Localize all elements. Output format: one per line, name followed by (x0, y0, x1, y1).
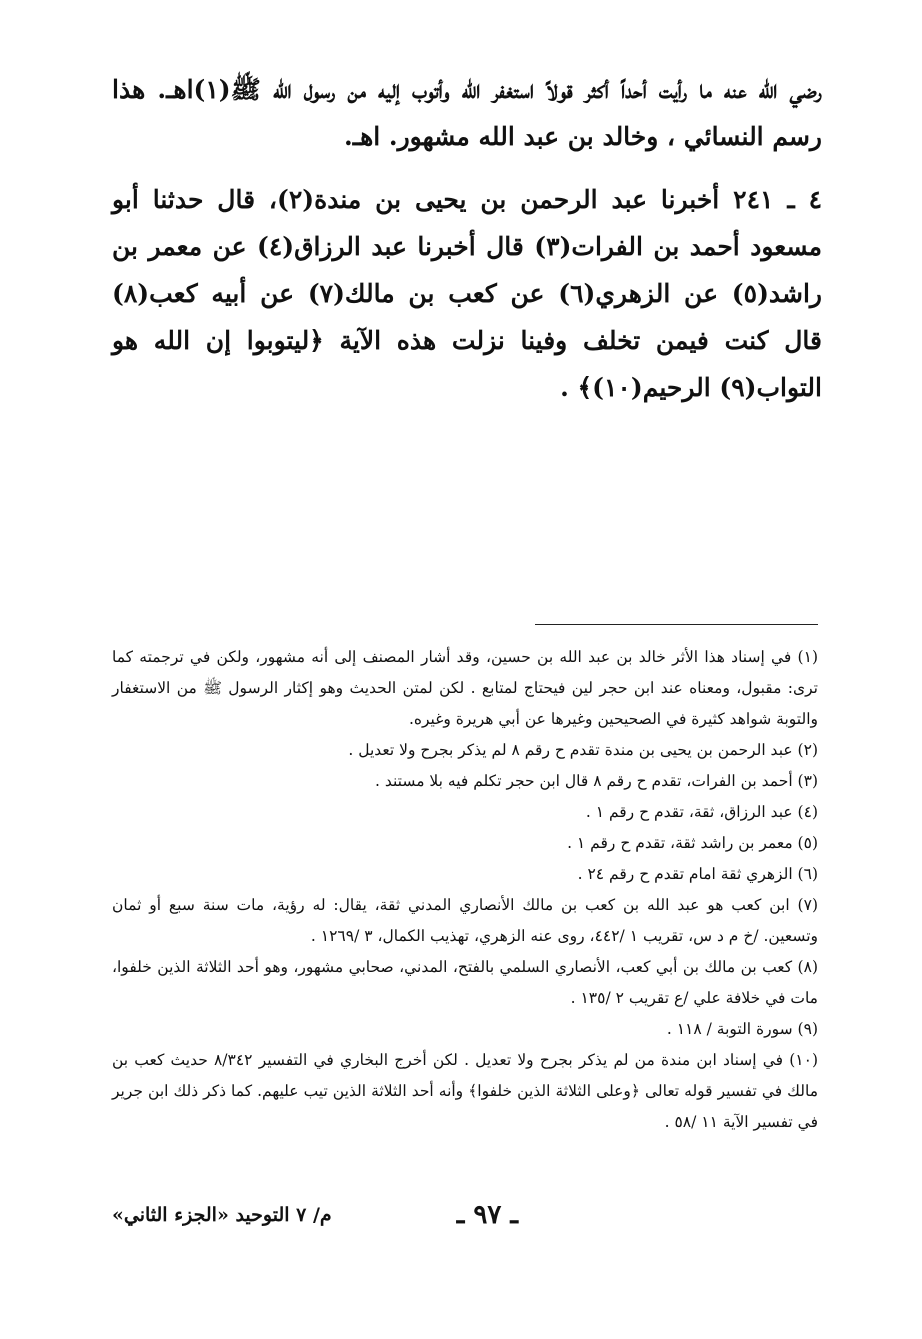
footnote-10: (١٠) في إسناد ابن مندة من لم يذكر بجرح ولا تعديل . لكن أخرج البخاري في التفسير ٨/٣٤٢ حديث كعب بن مالك في تفسير قوله تعالى ﴿وعلى الثلاثة الذين خلفوا﴾ وأنه أحد الثلاثة الذين تيب عليهم. كما ذكر ذلك ابن جرير في تفسير الآية ١١ /٥٨ . (112, 1051, 818, 1131)
footnote-4: (٤) عبد الرزاق، ثقة، تقدم ح رقم ١ . (585, 803, 818, 821)
paragraph-intro-text: رضي الله عنه ما رأيت أحداً أكثر قولاً استغفر الله وأتوب إليه من رسول الله ﷺ(١)اهـ. هذا رسم النسائي ، وخالد بن عبد الله مشهور. اهـ. (112, 75, 822, 151)
page-number: ـ ٩٧ ـ (456, 1200, 518, 1230)
footnote-separator (535, 624, 818, 625)
page-footer (112, 1200, 818, 1240)
signature-mark: م/ ٧ التوحيد «الجزء الثاني» (112, 1204, 332, 1226)
footnote-7: (٧) ابن كعب هو عبد الله بن كعب بن مالك الأنصاري المدني ثقة، يقال: له رؤية، مات سنة سبع أو ثمان وتسعين. /خ م د س، تقريب ١ /٤٤٢، روى عنه الزهري، تهذيب الكمال، ٣ /١٢٦٩ . (112, 896, 818, 945)
footnote-6: (٦) الزهري ثقة امام تقدم ح رقم ٢٤ . (577, 865, 818, 883)
paragraph-intro (112, 66, 822, 160)
footnote-2: (٢) عبد الرحمن بن يحيى بن مندة تقدم ح رقم ٨ لم يذكر بجرح ولا تعديل . (348, 741, 818, 759)
footnote-9: (٩) سورة التوبة / ١١٨ . (666, 1020, 818, 1038)
footnote-1: (١) في إسناد هذا الأثر خالد بن عبد الله بن حسين، وقد أشار المصنف إلى أنه مشهور، ولكن في ترجمته كما ترى: مقبول، ومعناه عند ابن حجر لين فيحتاج لمتابع . لكن لمتن الحديث وهو إكثار الرسول ﷺ من الاستغفار والتوبة شواهد كثيرة في الصحيحين وغيرها عن أبي هريرة وغيره. (112, 648, 818, 728)
footnote-3: (٣) أحمد بن الفرات، تقدم ح رقم ٨ قال ابن حجر تكلم فيه بلا مستند . (375, 772, 818, 790)
footnote-8: (٨) كعب بن مالك بن أبي كعب، الأنصاري السلمي بالفتح، المدني، صحابي مشهور، وهو أحد الثلاثة الذين خلفوا، مات في خلافة علي /ع تقريب ٢ /١٣٥ . (112, 958, 818, 1007)
footnotes (112, 642, 818, 1138)
main-text (112, 66, 822, 411)
paragraph-hadith-241: ٤ ـ ٢٤١ أخبرنا عبد الرحمن بن يحيى بن مندة(٢)، قال حدثنا أبو مسعود أحمد بن الفرات(٣) قال أخبرنا عبد الرزاق(٤) عن معمر بن راشد(٥) عن الزهري(٦) عن كعب بن مالك(٧) عن أبيه كعب(٨) قال كنت فيمن تخلف وفينا نزلت هذه الآية ﴿ليتوبوا إن الله هو التواب(٩) الرحيم(١٠)﴾ . (112, 185, 823, 402)
footnote-5: (٥) معمر بن راشد ثقة، تقدم ح رقم ١ . (567, 834, 818, 852)
